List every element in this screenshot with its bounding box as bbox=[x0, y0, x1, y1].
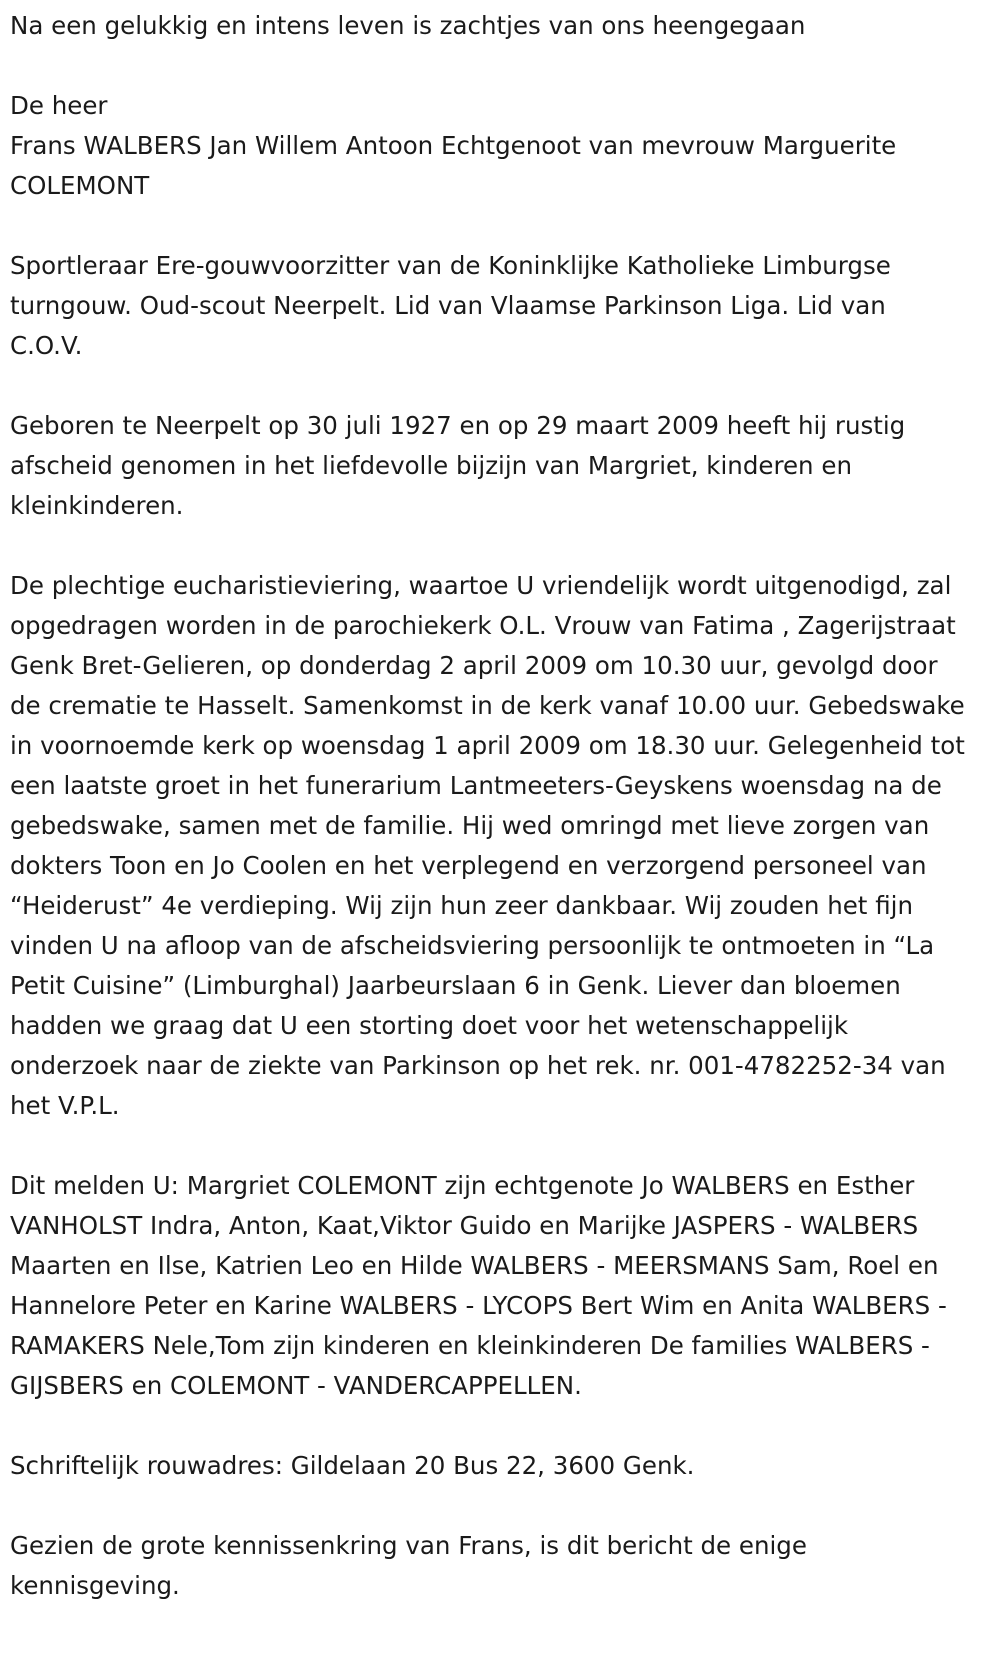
birth-death-paragraph: Geboren te Neerpelt op 30 juli 1927 en op 29 maart 2009 heeft hij rustig afscheid genomen in het liefdevolle bijzijn van Margriet, kinderen en kleinkinderen. bbox=[10, 411, 906, 520]
roles-paragraph: Sportleraar Ere-gouwvoorzitter van de Koninklijke Katholieke Limburgse turngouw. Oud-scout Neerpelt. Lid van Vlaamse Parkinson Liga. Lid van C.O.V. bbox=[10, 251, 891, 360]
announced-by-paragraph: Dit melden U: Margriet COLEMONT zijn echtgenote Jo WALBERS en Esther VANHOLST Indra, Anton, Kaat,Viktor Guido en Marijke JASPERS - WALBERS Maarten en Ilse, Katrien Leo en Hilde WALBERS - MEERSMANS Sam, Roel en Hannelore Peter en Karine WALBERS - LYCOPS Bert Wim en Anita WALBERS - RAMAKERS Nele,Tom zijn kinderen en kleinkinderen De families WALBERS - GIJSBERS en COLEMONT - VANDERCAPPELLEN. bbox=[10, 1171, 947, 1400]
salutation: De heer bbox=[10, 91, 108, 120]
closing-paragraph: Gezien de grote kennissenkring van Frans, is dit bericht de enige kennisgeving. bbox=[10, 1531, 807, 1600]
mourning-address: Schriftelijk rouwadres: Gildelaan 20 Bus 22, 3600 Genk. bbox=[10, 1451, 695, 1480]
spacer bbox=[10, 1406, 995, 1446]
spacer bbox=[10, 206, 995, 246]
intro-line: Na een gelukkig en intens leven is zachtjes van ons heengegaan bbox=[10, 11, 806, 40]
spacer bbox=[10, 1486, 995, 1526]
spacer bbox=[10, 526, 995, 566]
ceremony-paragraph: De plechtige eucharistieviering, waartoe U vriendelijk wordt uitgenodigd, zal opgedragen worden in de parochiekerk O.L. Vrouw van Fatima , Zagerijstraat Genk Bret-Gelieren, op donderdag 2 april 2009 om 10.30 uur, gevolgd door de crematie te Hasselt. Samenkomst in de kerk vanaf 10.00 uur. Gebedswake in voornoemde kerk op woensdag 1 april 2009 om 18.30 uur. Gelegenheid tot een laatste groet in het funerarium Lantmeeters-Geyskens woensdag na de gebedswake, samen met de familie. Hij wed omringd met lieve zorgen van dokters Toon en Jo Coolen en het verplegend en verzorgend personeel van “Heiderust” 4e verdieping. Wij zijn hun zeer dankbaar. Wij zouden het fijn vinden U na afloop van de afscheidsviering persoonlijk te ontmoeten in “La Petit Cuisine” (Limburghal) Jaarbeurslaan 6 in Genk. Liever dan bloemen hadden we graag dat U een storting doet voor het wetenschappelijk onderzoek naar de ziekte van Parkinson op het rek. nr. 001-4782252-34 van het V.P.L. bbox=[10, 571, 965, 1120]
spacer bbox=[10, 1126, 995, 1166]
spacer bbox=[10, 366, 995, 406]
spacer bbox=[10, 46, 995, 86]
death-notice bbox=[10, 6, 995, 1606]
deceased-name: Frans WALBERS Jan Willem Antoon Echtgenoot van mevrouw Marguerite COLEMONT bbox=[10, 131, 897, 200]
